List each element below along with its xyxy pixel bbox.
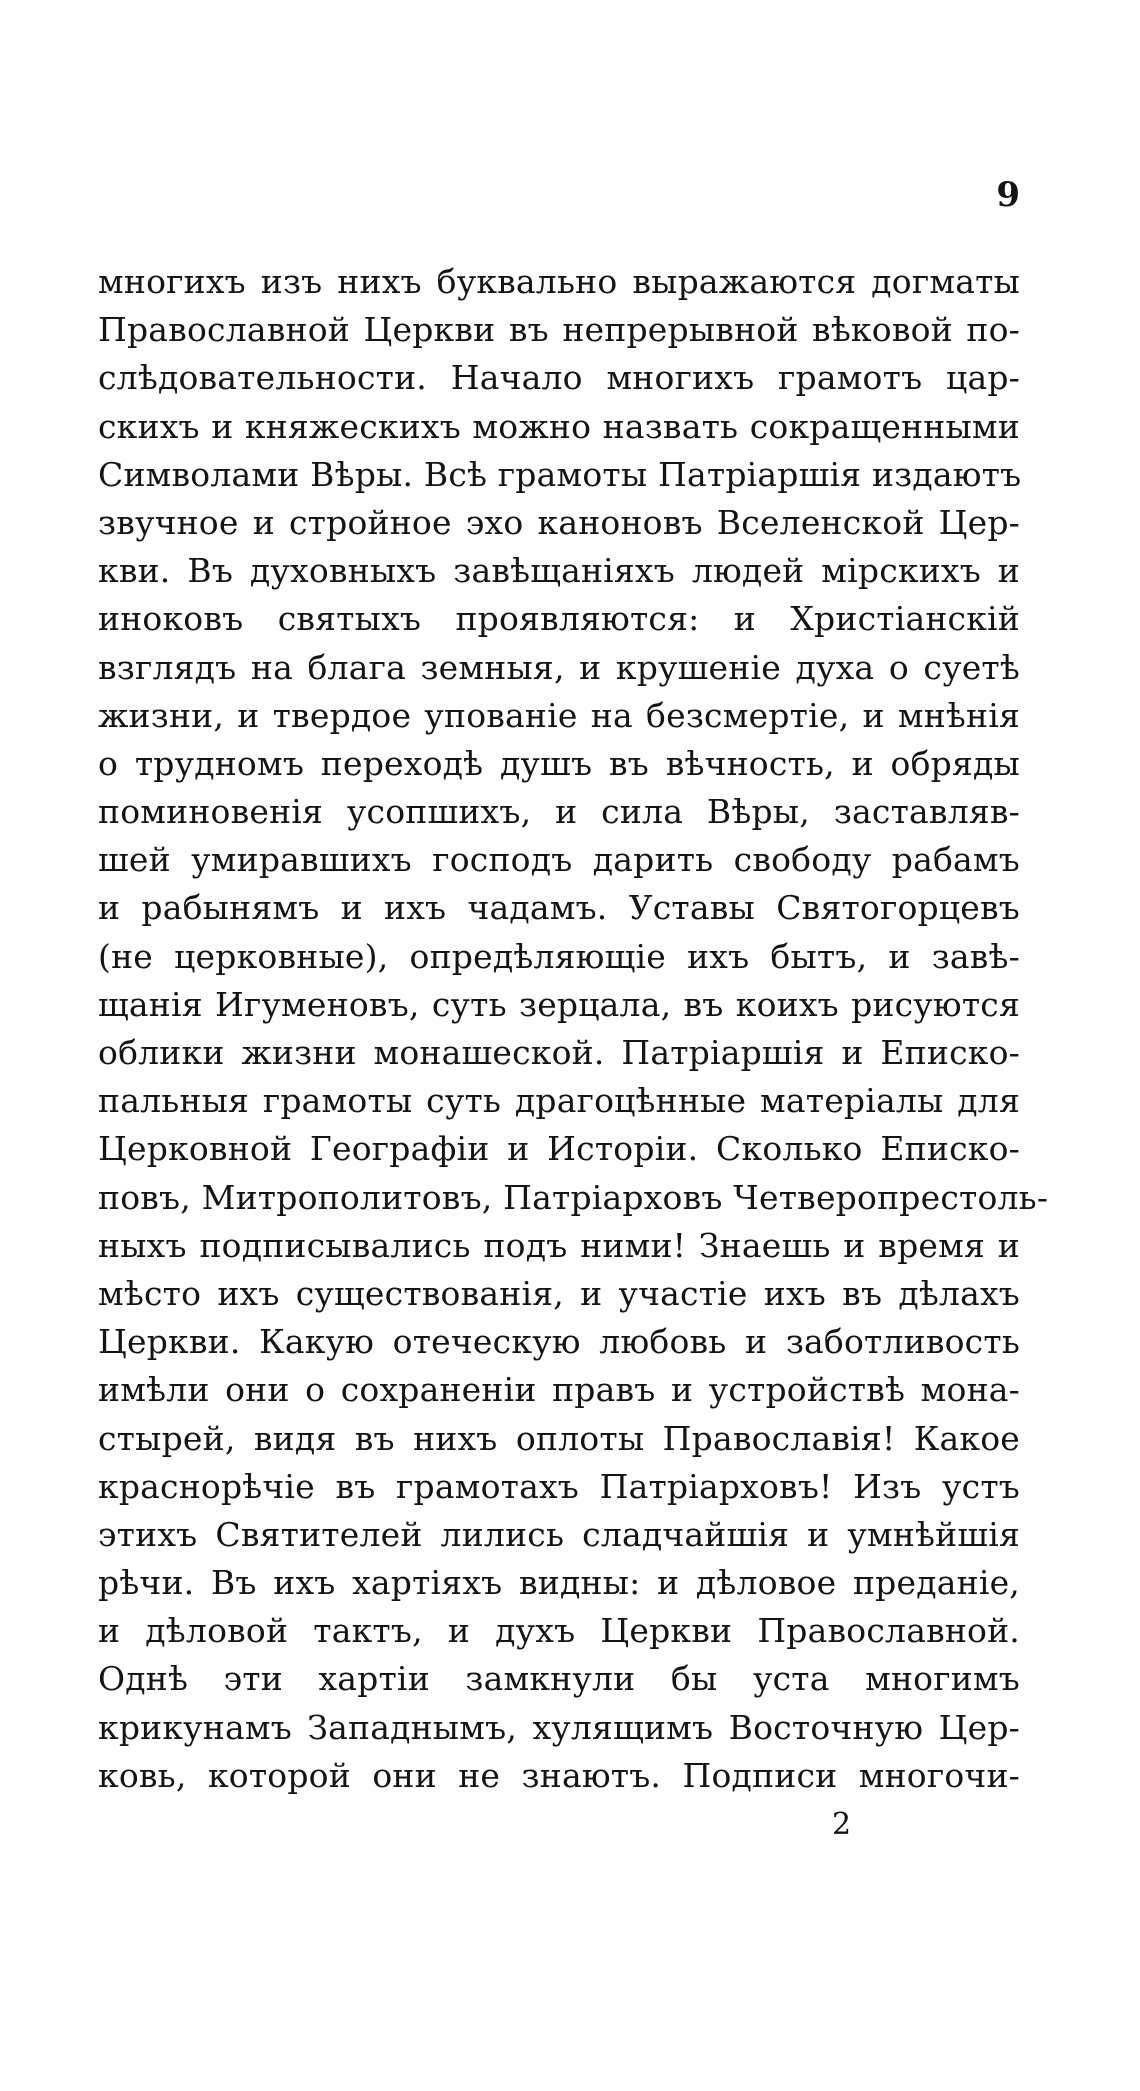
text-line: о трудномъ переходѣ душъ въ вѣчность, и обряды (98, 743, 1020, 783)
text-line: и дѣловой тактъ, и духъ Церкви Православной. (98, 1611, 1020, 1651)
text-line: ковь, которой они не знаютъ. Подписи многочи- (98, 1755, 1020, 1795)
text-line: имѣли они о сохраненіи правъ и устройствѣ мона- (98, 1370, 1020, 1410)
page-number: 9 (996, 175, 1020, 215)
text-line: взглядъ на блага земныя, и крушеніе духа о суетѣ (98, 647, 1020, 687)
text-line: слѣдовательности. Начало многихъ грамотъ цар- (98, 358, 1020, 398)
text-line: кви. Въ духовныхъ завѣщаніяхъ людей мірскихъ и (98, 551, 1020, 591)
text-line: повъ, Митрополитовъ, Патріарховъ Четверопрестоль- (98, 1177, 1049, 1217)
text-line: поминовенія усопшихъ, и сила Вѣры, заставляв- (98, 792, 1020, 832)
text-line: щанія Игуменовъ, суть зерцала, въ коихъ рисуются (98, 984, 1020, 1024)
text-line: скихъ и княжескихъ можно назвать сокращенными (98, 406, 1020, 446)
text-line: краснорѣчіе въ грамотахъ Патріарховъ! Изъ устъ (98, 1466, 1020, 1506)
text-line: звучное и стройное эхо каноновъ Вселенской Цер- (98, 502, 1020, 542)
text-line: шей умиравшихъ господъ дарить свободу рабамъ (98, 840, 1020, 880)
text-line: рѣчи. Въ ихъ хартіяхъ видны: и дѣловое преданіе, (98, 1563, 1020, 1603)
body-text (98, 258, 1049, 1800)
text-line: Православной Церкви въ непрерывной вѣковой по- (98, 310, 1020, 350)
text-line: многихъ изъ нихъ буквально выражаются догматы (98, 262, 1020, 301)
text-line: облики жизни монашеской. Патріаршія и Еписко- (98, 1033, 1020, 1072)
text-line: Однѣ эти хартіи замкнули бы уста многимъ (98, 1659, 1020, 1699)
signature-mark: 2 (832, 1807, 852, 1842)
text-line: Церковной Географіи и Исторіи. Сколько Еписко- (98, 1129, 1020, 1169)
text-line: жизни, и твердое упованіе на безсмертіе, и мнѣнія (98, 695, 1020, 735)
text-line: и рабынямъ и ихъ чадамъ. Уставы Святогорцевъ (98, 888, 1020, 928)
text-line: мѣсто ихъ существованія, и участіе ихъ въ дѣлахъ (98, 1273, 1020, 1313)
text-line: этихъ Святителей лились сладчайшія и умнѣйшія (98, 1514, 1020, 1554)
text-line: пальныя грамоты суть драгоцѣнные матеріалы для (98, 1081, 1020, 1121)
text-line: ныхъ подписывались подъ ними! Знаешь и время и (98, 1225, 1020, 1265)
text-line: стырей, видя въ нихъ оплоты Православія! Какое (98, 1418, 1020, 1458)
text-line: (не церковные), опредѣляющіе ихъ бытъ, и завѣ- (98, 936, 1020, 976)
text-line: Символами Вѣры. Всѣ грамоты Патріаршія издаютъ (98, 454, 1022, 494)
text-line: Церкви. Какую отеческую любовь и заботливость (98, 1322, 1020, 1362)
text-line: крикунамъ Западнымъ, хулящимъ Восточную Цер- (98, 1707, 1020, 1747)
text-line: иноковъ святыхъ проявляются: и Христіанскій (98, 599, 1020, 639)
